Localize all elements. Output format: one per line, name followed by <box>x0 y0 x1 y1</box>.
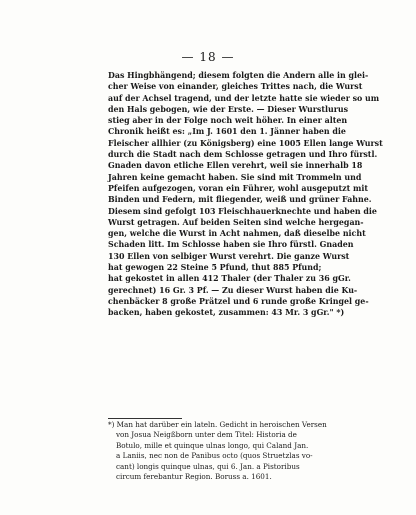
body-line: 130 Ellen von selbiger Wurst verehrt. Die ganze Wurst <box>108 251 350 261</box>
body-line: Gnaden davon etliche Ellen verehrt, weil sie innerhalb 18 <box>108 161 363 171</box>
body-line: den Hals gebogen, wie der Erste. — Dieser Wurstlurus <box>108 104 349 114</box>
body-line: Fleischer allhier (zu Königsberg) eine 1005 Ellen lange Wurst <box>108 138 383 148</box>
footnote-line: circum ferebantur Region. Boruss a. 1601. <box>116 472 272 482</box>
body-line: gerechnet) 16 Gr. 3 Pf. — Zu dieser Wurst haben die Ku- <box>108 285 358 295</box>
body-line: backen, haben gekostet, zusammen: 43 Mr. 3 gGr." *) <box>108 308 345 318</box>
footnote-line: Botulo, mille et quinque ulnas longo, qui Caland Jan. <box>116 440 309 450</box>
body-line: Binden und Federn, mit fliegender, weiß und grüner Fahne. <box>108 195 372 205</box>
body-line: Diesem sind gefolgt 103 Fleischhauerknechte und haben die <box>108 206 377 216</box>
footnote-divider <box>108 418 182 419</box>
body-text <box>108 70 383 319</box>
footnote-line: cant) longis quinque ulnas, qui 6. Jan. a Pistoribus <box>116 461 300 471</box>
body-line: cher Weise von einander, gleiches Trittes nach, die Wurst <box>108 82 363 92</box>
body-line: stieg aber in der Folge noch weit höher. In einer alten <box>108 116 348 126</box>
body-line: chenbäcker 8 große Prätzel und 6 runde große Kringel ge- <box>108 296 369 306</box>
body-line: Chronik heißt es: „Im J. 1601 den 1. Jänner haben die <box>108 127 346 137</box>
body-line: Pfeifen aufgezogen, voran ein Führer, wohl ausgeputzt mit <box>108 183 368 193</box>
footnote-line: a Laniis, nec non de Panibus octo (quos Struetzlas vo- <box>116 451 313 461</box>
body-line: Wurst getragen. Auf beiden Seiten sind welche hergegan- <box>108 217 364 227</box>
body-line: gen, welche die Wurst in Acht nahmen, daß dieselbe nicht <box>108 229 366 239</box>
body-line: auf der Achsel tragend, und der letzte hatte sie wieder so um <box>108 93 380 103</box>
body-line: durch die Stadt nach dem Schlosse getragen und Ihro fürstl. <box>108 150 378 160</box>
body-line: hat gewogen 22 Steine 5 Pfund, thut 885 Pfund; <box>108 263 322 273</box>
page-number: — 18 — <box>181 50 235 64</box>
footnote-line: von Josua Neigßborn unter dem Titel: Historia de <box>116 430 297 440</box>
body-line: Das Hingbhängend; diesem folgten die Andern alle in glei- <box>108 71 369 80</box>
body-line: Schaden litt. Im Schlosse haben sie Ihro fürstl. Gnaden <box>108 240 354 250</box>
body-line: hat gekostet in allen 412 Thaler (der Thaler zu 36 gGr. <box>108 274 351 284</box>
footnote-line: *) Man hat darüber ein lateln. Gedicht in heroischen Versen <box>108 420 327 429</box>
body-line: Jahren keine gemacht haben. Sie sind mit Trommeln und <box>108 172 362 182</box>
footnote <box>108 420 354 482</box>
